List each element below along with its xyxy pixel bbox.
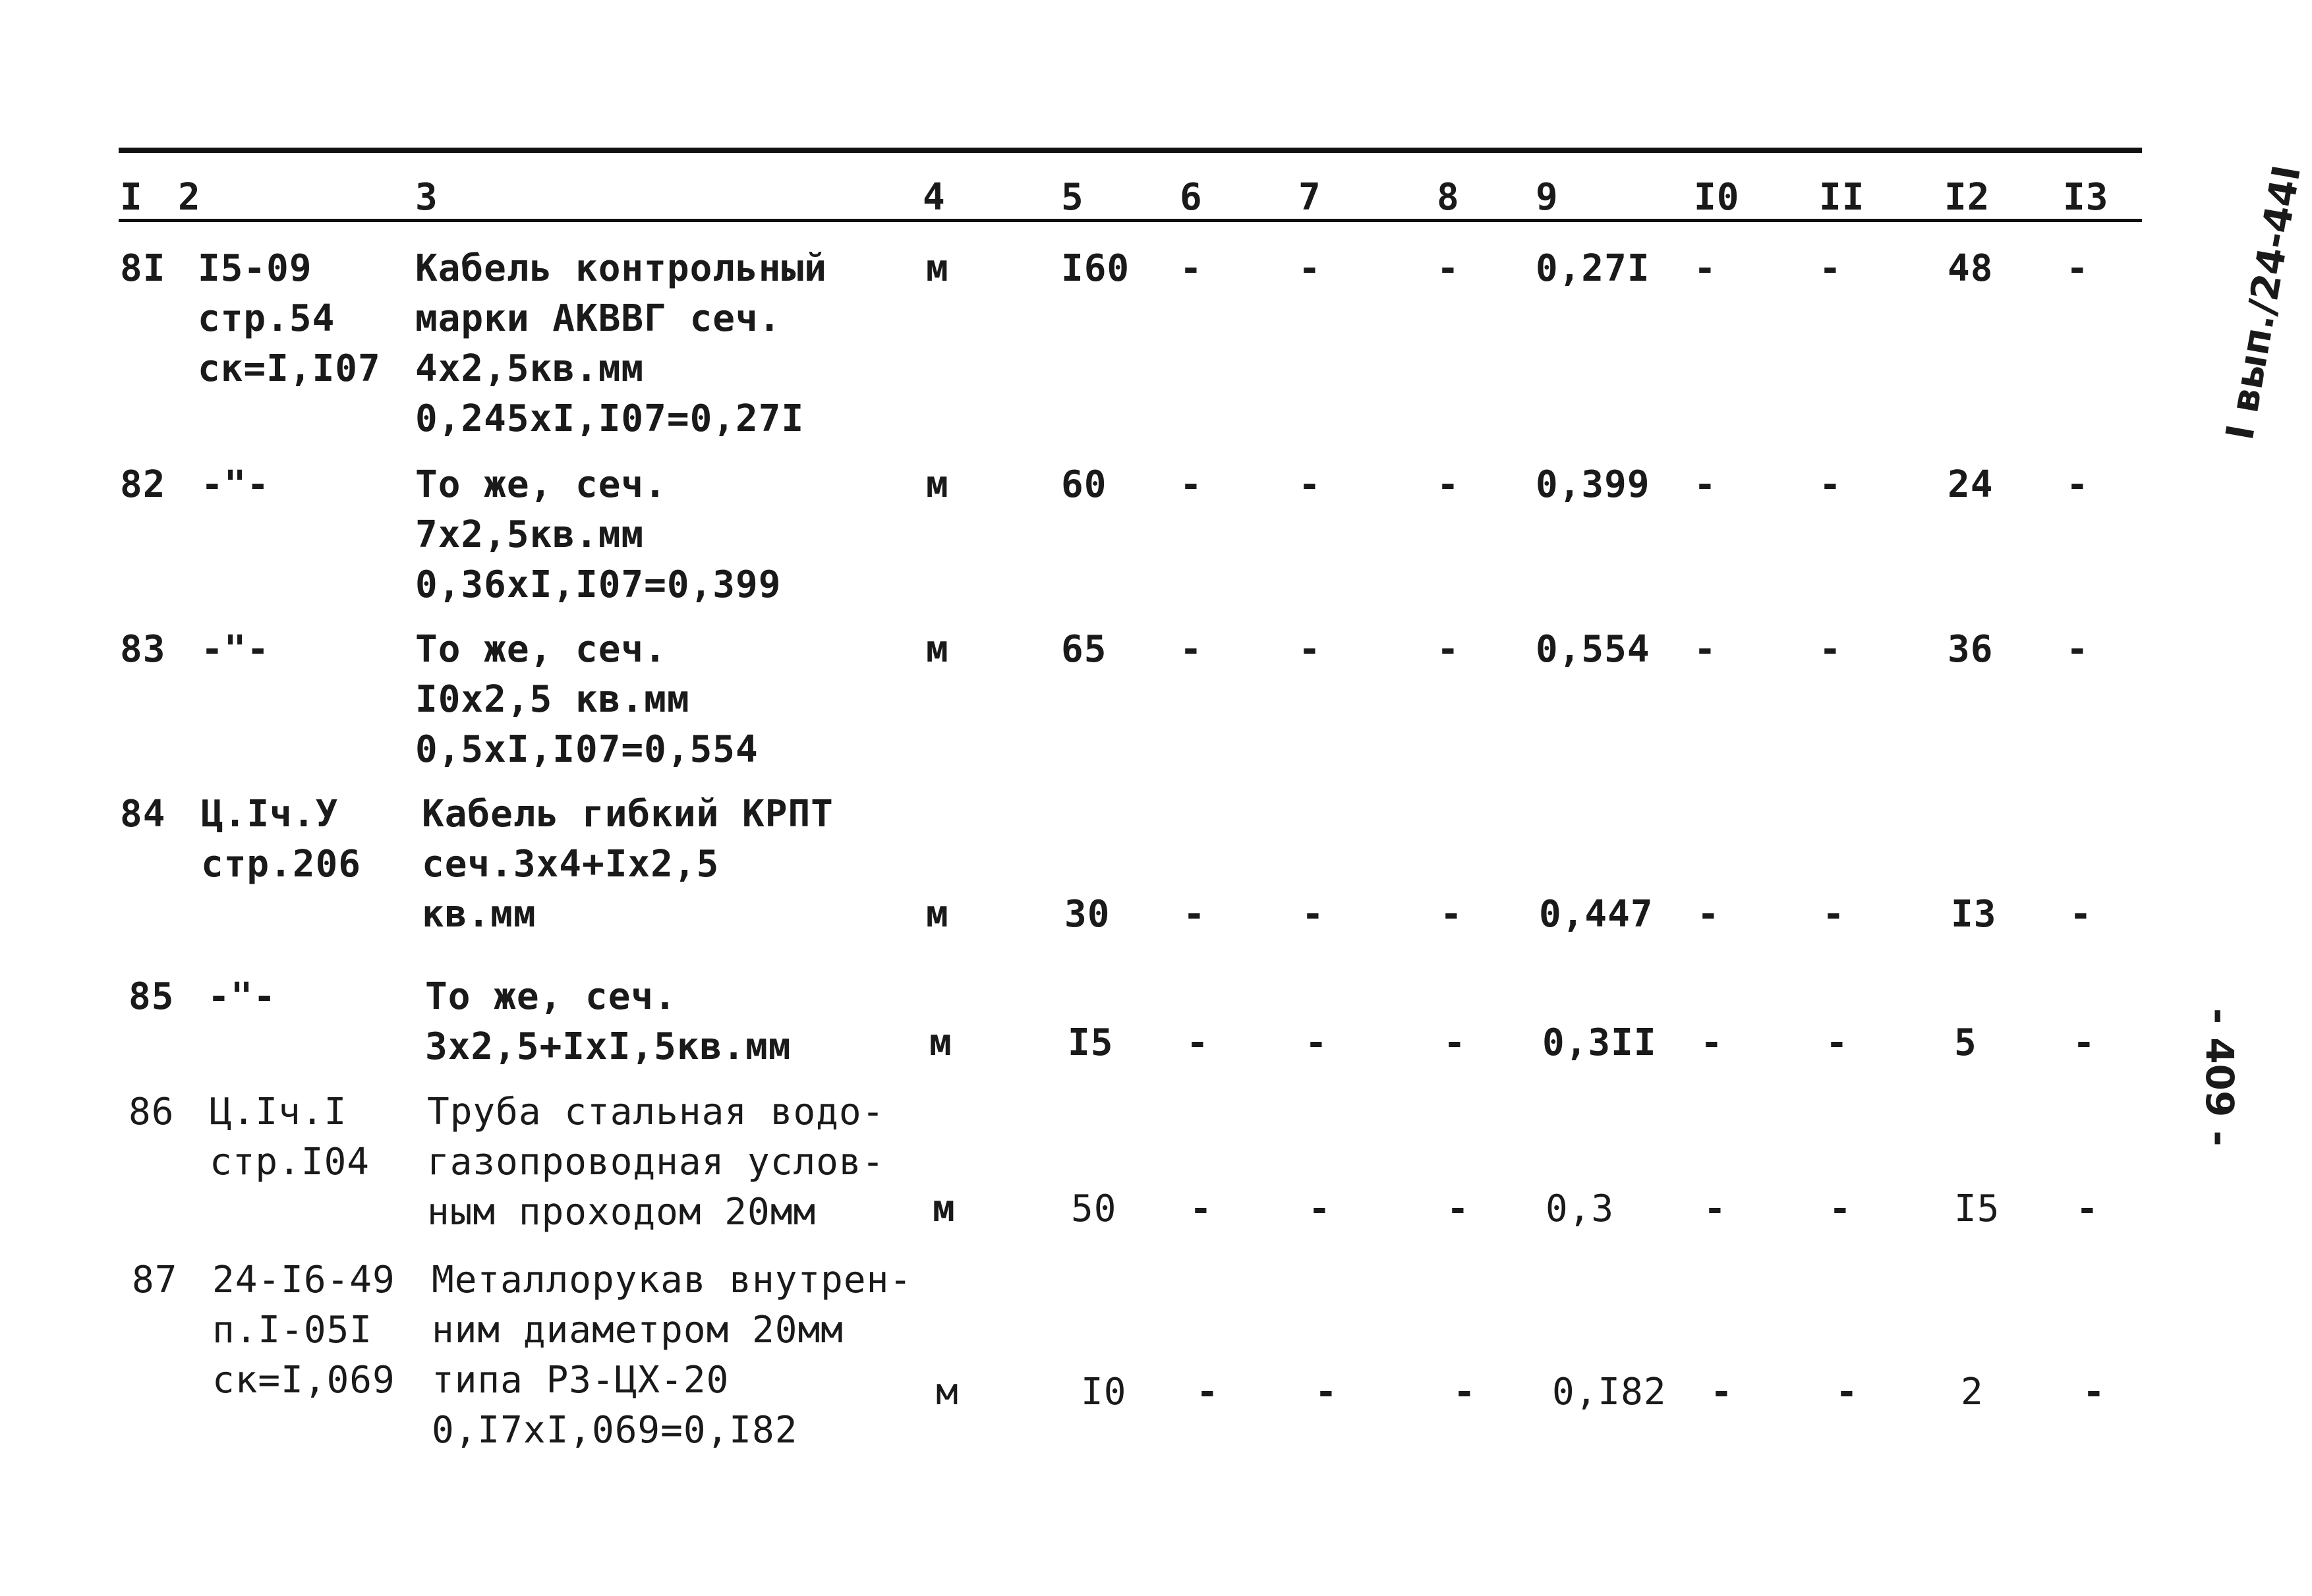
row-unit: м <box>933 1187 956 1230</box>
col-header-4: 4 <box>923 176 946 219</box>
row-col7: - <box>1298 463 1321 506</box>
row-col9: 0,27I <box>1536 247 1650 290</box>
col-header-5: 5 <box>1061 176 1084 219</box>
row-unit: м <box>926 893 949 936</box>
col-header-8: 8 <box>1437 176 1460 219</box>
row-unit: м <box>926 628 949 671</box>
row-col8: - <box>1437 247 1460 290</box>
row-number: 84 <box>120 793 166 836</box>
row-number: 83 <box>120 628 166 671</box>
row-col6: - <box>1183 893 1206 936</box>
row-col11: - <box>1822 893 1845 936</box>
row-col6: - <box>1180 628 1203 671</box>
col-header-7: 7 <box>1298 176 1321 219</box>
row-col10: - <box>1694 463 1717 506</box>
row-col7: - <box>1298 247 1321 290</box>
row-col9: 0,I82 <box>1552 1371 1667 1413</box>
row-description: То же, сеч. 7х2,5кв.мм 0,36хI,I07=0,399 <box>415 463 782 606</box>
row-col13: - <box>2073 1021 2096 1064</box>
row-quantity: 60 <box>1061 463 1107 506</box>
row-reference: Ц.Iч.I стр.I04 <box>210 1091 370 1183</box>
row-col8: - <box>1437 463 1460 506</box>
col-header-1: I <box>120 176 143 219</box>
row-unit: м <box>926 463 949 506</box>
col-header-13: I3 <box>2063 176 2109 219</box>
row-quantity: 30 <box>1064 893 1111 936</box>
row-col12: I5 <box>1954 1187 2000 1230</box>
row-col9: 0,447 <box>1539 893 1654 936</box>
row-unit: м <box>926 247 949 290</box>
row-quantity: 50 <box>1071 1187 1117 1230</box>
col-header-12: I2 <box>1944 176 1990 219</box>
row-col11: - <box>1819 463 1842 506</box>
row-col11: - <box>1826 1021 1849 1064</box>
row-col10: - <box>1697 893 1720 936</box>
row-col8: - <box>1440 893 1463 936</box>
row-col8: - <box>1437 628 1460 671</box>
row-col12: 36 <box>1948 628 1994 671</box>
margin-note-top: I вып./24-44I <box>2216 161 2310 443</box>
row-col11: - <box>1835 1371 1859 1413</box>
row-reference: I5-09 стр.54 ск=I,I07 <box>198 247 381 390</box>
col-header-9: 9 <box>1536 176 1559 219</box>
row-reference: Ц.Iч.У стр.206 <box>201 793 362 886</box>
col-header-10: I0 <box>1694 176 1740 219</box>
row-reference: 24-I6-49 п.I-05I ск=I,069 <box>212 1259 395 1402</box>
row-col8: - <box>1443 1021 1466 1064</box>
row-col13: - <box>2066 247 2089 290</box>
row-reference: -"- <box>208 975 277 1018</box>
header-rule <box>119 219 2142 222</box>
row-col13: - <box>2069 893 2093 936</box>
row-col7: - <box>1305 1021 1328 1064</box>
row-quantity: 65 <box>1061 628 1107 671</box>
row-col6: - <box>1196 1371 1219 1413</box>
row-col8: - <box>1447 1187 1470 1230</box>
row-col13: - <box>2076 1187 2099 1230</box>
col-header-6: 6 <box>1180 176 1203 219</box>
row-col10: - <box>1704 1187 1727 1230</box>
row-unit: м <box>929 1021 952 1064</box>
row-number: 82 <box>120 463 166 506</box>
row-col12: I3 <box>1951 893 1997 936</box>
row-number: 8I <box>120 247 166 290</box>
row-col12: 48 <box>1948 247 1994 290</box>
row-unit: м <box>936 1371 959 1413</box>
row-col7: - <box>1308 1187 1331 1230</box>
row-number: 87 <box>132 1259 178 1301</box>
row-col13: - <box>2066 463 2089 506</box>
row-col11: - <box>1819 247 1842 290</box>
row-col9: 0,3 <box>1546 1187 1615 1230</box>
col-header-11: II <box>1819 176 1865 219</box>
row-col10: - <box>1710 1371 1733 1413</box>
row-col9: 0,399 <box>1536 463 1650 506</box>
row-col10: - <box>1700 1021 1723 1064</box>
row-number: 85 <box>129 975 175 1018</box>
row-col7: - <box>1315 1371 1338 1413</box>
row-col12: 24 <box>1948 463 1994 506</box>
row-col10: - <box>1694 628 1717 671</box>
col-header-2: 2 <box>178 176 201 219</box>
row-reference: -"- <box>201 628 270 671</box>
row-col12: 5 <box>1954 1021 1977 1064</box>
row-description: Труба стальная водо- газопроводная услов- ным проходом 20мм <box>427 1091 885 1234</box>
row-col11: - <box>1829 1187 1852 1230</box>
row-description: Металлорукав внутрен- ним диаметром 20мм типа РЗ-ЦХ-20 0,I7хI,069=0,I82 <box>432 1259 913 1452</box>
row-description: То же, сеч. I0х2,5 кв.мм 0,5хI,I07=0,554 <box>415 628 759 771</box>
row-quantity: I0 <box>1081 1371 1127 1413</box>
row-col12: 2 <box>1961 1371 1984 1413</box>
row-col6: - <box>1190 1187 1213 1230</box>
row-col9: 0,554 <box>1536 628 1650 671</box>
row-description: Кабель гибкий КРПТ сеч.3х4+Iх2,5 кв.мм <box>422 793 834 936</box>
row-col13: - <box>2083 1371 2106 1413</box>
row-col11: - <box>1819 628 1842 671</box>
margin-note-page-number: - 409 - <box>2197 1008 2242 1147</box>
row-col6: - <box>1180 247 1203 290</box>
row-col7: - <box>1298 628 1321 671</box>
col-header-3: 3 <box>415 176 438 219</box>
row-col10: - <box>1694 247 1717 290</box>
row-description: То же, сеч. 3х2,5+IхI,5кв.мм <box>425 975 792 1068</box>
row-reference: -"- <box>201 463 270 506</box>
row-col6: - <box>1180 463 1203 506</box>
row-col8: - <box>1453 1371 1476 1413</box>
row-col9: 0,3II <box>1542 1021 1657 1064</box>
row-col7: - <box>1302 893 1325 936</box>
row-quantity: I5 <box>1068 1021 1114 1064</box>
row-col6: - <box>1186 1021 1209 1064</box>
row-number: 86 <box>129 1091 175 1133</box>
row-col13: - <box>2066 628 2089 671</box>
top-rule <box>119 148 2142 153</box>
row-quantity: I60 <box>1061 247 1130 290</box>
row-description: Кабель контрольный марки АКВВГ сеч. 4х2,5кв.мм 0,245хI,I07=0,27I <box>415 247 827 440</box>
